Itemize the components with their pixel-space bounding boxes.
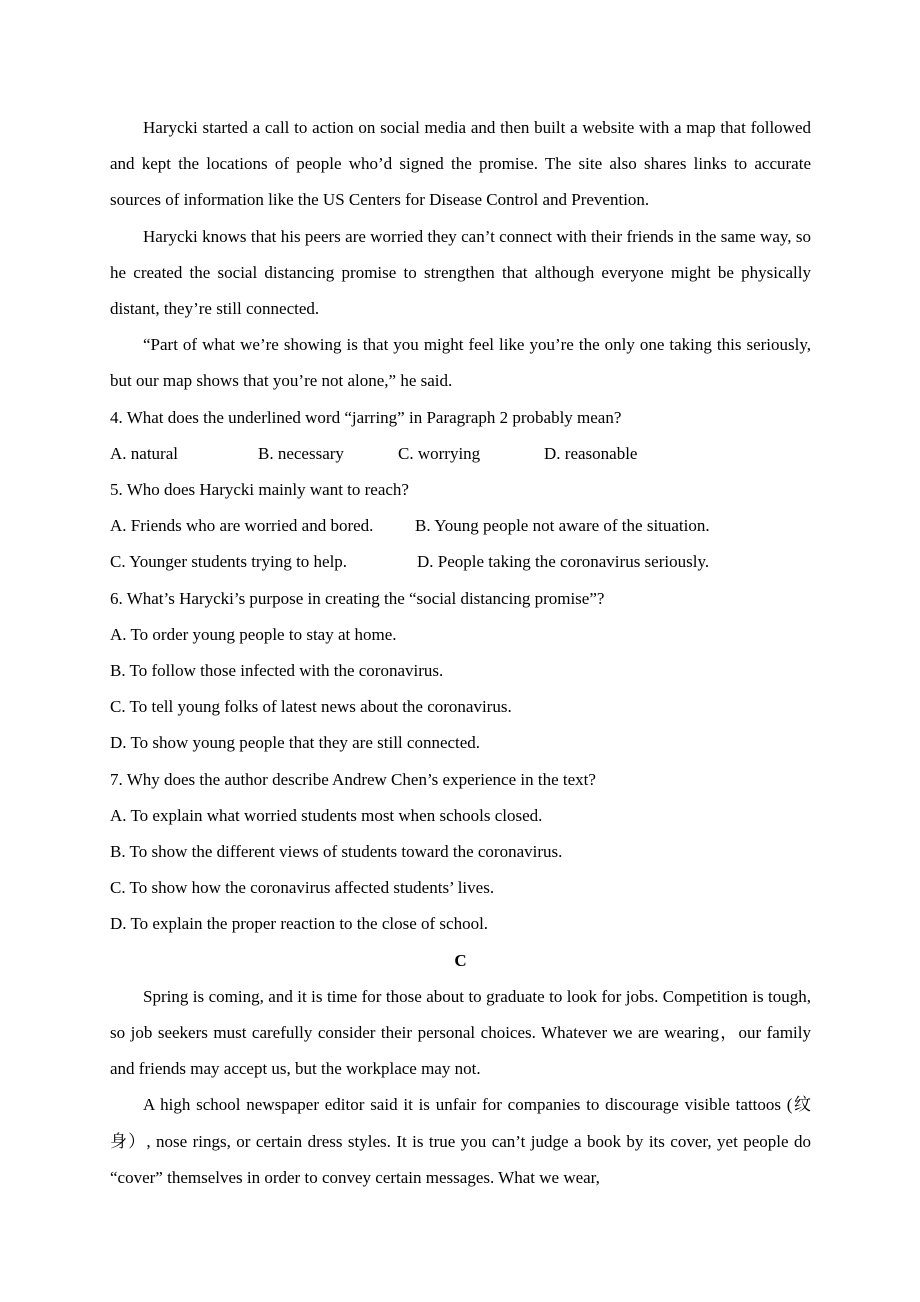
option-c: C. Younger students trying to help. [110,552,348,572]
question-5-stem: 5. Who does Harycki mainly want to reach? [110,480,409,500]
question-7-stem: 7. Why does the author describe Andrew Chen’s experience in the text? [110,769,596,789]
option-a: A. natural [110,443,178,463]
option-c: C. To tell young folks of latest news about the coronavirus. [110,697,512,717]
paragraph: Spring is coming, and it is time for those about to graduate to look for jobs. Competition is tough, so job seekers must carefully consider their personal choices. Whatever we are wearing，our family and friends may accept us, but the workplace may not. [110,986,811,1079]
document-page [110,110,811,1196]
paragraph: A high school newspaper editor said it is unfair for companies to discourage visible tattoos (纹身）, nose rings, or certain dress styles. It is true you can’t judge a book by its cover, yet people do “cover” themselves in order to convey certain messages. What we wear, [110,1095,811,1187]
option-a: A. Friends who are worried and bored. [110,516,374,536]
section-heading: C [454,950,467,970]
paragraph: Harycki knows that his peers are worried they can’t connect with their friends in the same way, so he created the social distancing promise to strengthen that although everyone might be physically distant, they’re still connected. [110,226,811,319]
question-6-stem: 6. What’s Harycki’s purpose in creating the “social distancing promise”? [110,588,605,608]
option-b: B. Young people not aware of the situation. [415,516,710,536]
option-d: D. To explain the proper reaction to the close of school. [110,914,489,934]
option-b: B. To follow those infected with the coronavirus. [110,661,444,681]
option-b: B. necessary [258,443,344,463]
option-b: B. To show the different views of students toward the coronavirus. [110,842,563,862]
question-5-options-row-2 [110,544,811,580]
paragraph: “Part of what we’re showing is that you might feel like you’re the only one taking this seriously, but our map shows that you’re not alone,” he said. [110,335,811,391]
option-c: C. worrying [398,443,481,463]
question-5-options-row-1 [110,508,811,544]
option-d: D. reasonable [544,443,638,463]
option-a: A. To explain what worried students most when schools closed. [110,805,543,825]
question-4-options [110,436,811,472]
option-a: A. To order young people to stay at home. [110,624,397,644]
option-c: C. To show how the coronavirus affected students’ lives. [110,878,495,898]
option-d: D. To show young people that they are still connected. [110,733,481,753]
option-d: D. People taking the coronavirus seriously. [417,552,710,572]
paragraph: Harycki started a call to action on social media and then built a website with a map that followed and kept the locations of people who’d signed the promise. The site also shares links to accurate sources of information like the US Centers for Disease Control and Prevention. [110,118,811,210]
question-4-stem: 4. What does the underlined word “jarring” in Paragraph 2 probably mean? [110,407,622,427]
